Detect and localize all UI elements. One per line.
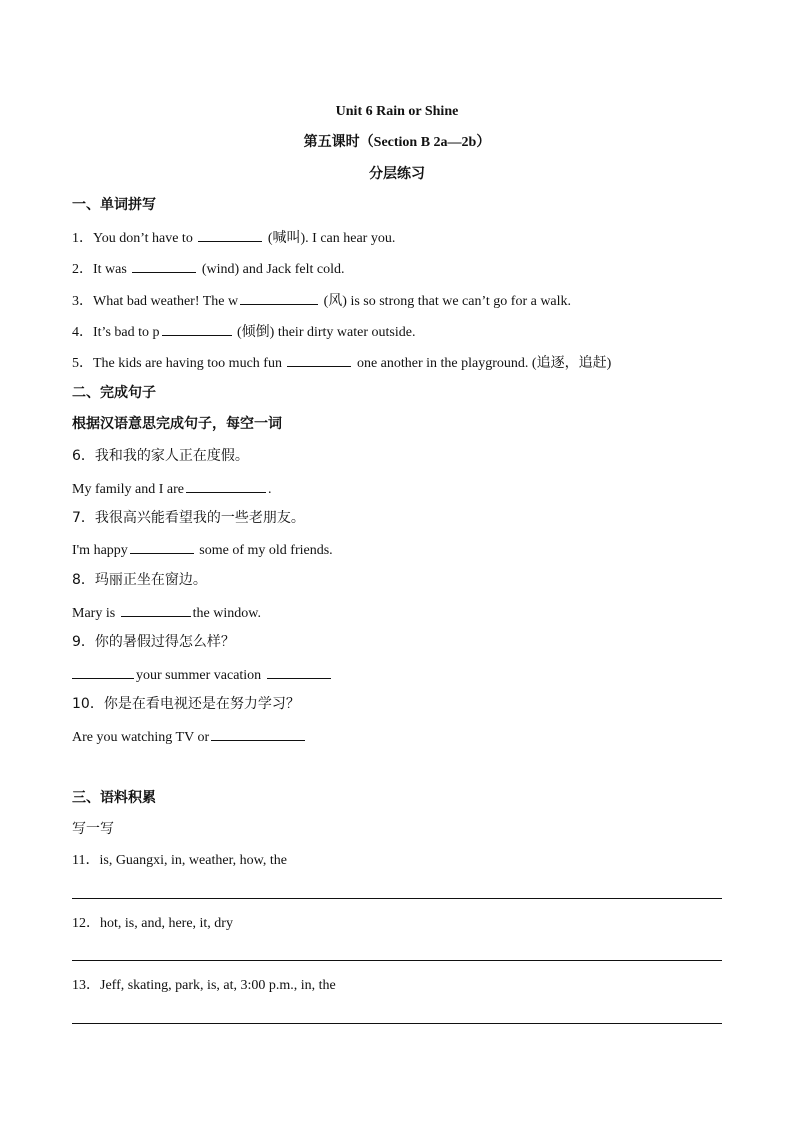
question-12: 12．hot, is, and, here, it, dry xyxy=(72,916,233,931)
question-4-text-b: (倾倒) their dirty water outside. xyxy=(233,325,416,340)
question-9-chinese: 9．你的暑假过得怎么样？ xyxy=(72,634,235,650)
question-1 xyxy=(72,228,395,248)
question-10-text-a: Are you watching TV or xyxy=(72,730,210,745)
question-4 xyxy=(72,322,415,342)
question-2-text-a: 2．It was xyxy=(72,262,131,277)
question-9-text-b: your summer vacation xyxy=(136,668,265,683)
section-3-heading: 三、语料积累 xyxy=(72,790,156,806)
page-subtitle: 第五课时（Section B 2a—2b） xyxy=(303,135,491,150)
section-2-instruction: 根据汉语意思完成句子，每空一词 xyxy=(72,416,282,432)
question-7-chinese: 7．我很高兴能看望我的一些老朋友。 xyxy=(72,510,305,526)
page-subtitle-layered: 分层练习 xyxy=(369,166,425,182)
question-12-answer-line[interactable] xyxy=(72,960,722,961)
question-8-text-b: the window. xyxy=(192,606,261,621)
question-1-text-b: (喊叫). I can hear you. xyxy=(264,231,396,246)
question-4-text-a: 4．It’s bad to p xyxy=(72,325,160,340)
question-3 xyxy=(72,291,571,311)
question-6-chinese: 6．我和我的家人正在度假。 xyxy=(72,448,249,464)
question-10-english xyxy=(72,727,307,747)
question-11: 11．is, Guangxi, in, weather, how, the xyxy=(72,853,287,868)
question-3-text-a: 3．What bad weather! The w xyxy=(72,294,239,309)
section-3-subheading: 写一写 xyxy=(72,821,114,837)
question-7-blank[interactable] xyxy=(130,540,194,554)
question-9-blank-2[interactable] xyxy=(267,665,331,679)
question-11-answer-line[interactable] xyxy=(72,898,722,899)
question-3-blank[interactable] xyxy=(240,291,318,305)
question-5-text-a: 5．The kids are having too much fun xyxy=(72,356,286,371)
question-6-blank[interactable] xyxy=(186,479,266,493)
question-9-blank-1[interactable] xyxy=(72,665,134,679)
question-10-chinese: 10．你是在看电视还是在努力学习？ xyxy=(72,696,300,712)
page-title: Unit 6 Rain or Shine xyxy=(335,104,459,119)
question-1-blank[interactable] xyxy=(198,228,262,242)
question-5-blank[interactable] xyxy=(287,353,351,367)
question-7-text-b: some of my old friends. xyxy=(195,543,333,558)
question-13: 13．Jeff, skating, park, is, at, 3:00 p.m., in, the xyxy=(72,978,336,993)
question-1-text-a: 1．You don’t have to xyxy=(72,231,197,246)
question-8-chinese: 8．玛丽正坐在窗边。 xyxy=(72,572,207,588)
question-2-text-b: (wind) and Jack felt cold. xyxy=(198,262,345,277)
question-6-text-b: . xyxy=(267,482,272,497)
question-7-english xyxy=(72,540,333,560)
question-8-english xyxy=(72,603,261,623)
question-8-text-a: Mary is xyxy=(72,606,119,621)
question-2-blank[interactable] xyxy=(132,259,196,273)
question-2 xyxy=(72,259,345,279)
question-7-text-a: I'm happy xyxy=(72,543,128,558)
question-13-answer-line[interactable] xyxy=(72,1023,722,1024)
question-8-blank[interactable] xyxy=(121,603,191,617)
question-5 xyxy=(72,353,611,373)
question-4-blank[interactable] xyxy=(162,322,232,336)
question-5-text-b: one another in the playground. (追逐，追赶) xyxy=(353,356,612,371)
question-6-english xyxy=(72,479,271,499)
question-10-blank[interactable] xyxy=(211,727,305,741)
section-2-heading: 二、完成句子 xyxy=(72,385,156,401)
question-9-english xyxy=(72,665,333,685)
question-3-text-b: (风) is so strong that we can’t go for a walk. xyxy=(320,294,572,309)
section-1-heading: 一、单词拼写 xyxy=(72,197,156,213)
question-6-text-a: My family and I are xyxy=(72,482,184,497)
